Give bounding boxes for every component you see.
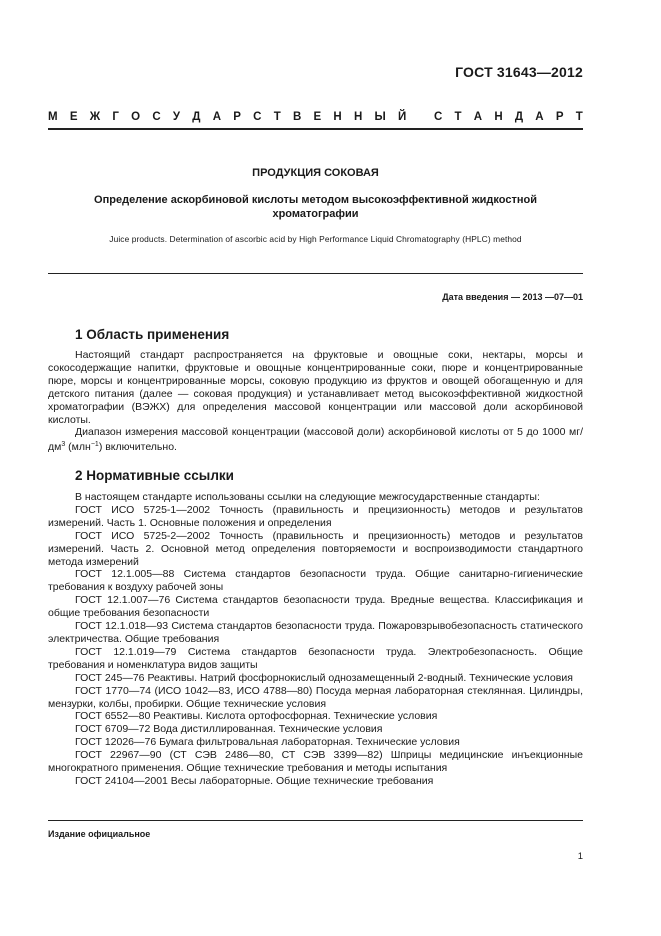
- heading-letter: Д: [192, 111, 201, 123]
- reference-item: ГОСТ ИСО 5725-1—2002 Точность (правильность и прецизионность) методов и результатов измерений. Часть 1. Основные положения и определения: [48, 503, 583, 529]
- heading-letter: Ы: [374, 111, 386, 123]
- reference-item: ГОСТ 12.1.007—76 Система стандартов безопасности труда. Вредные вещества. Классификация и общие требования безопасности: [48, 594, 583, 620]
- reference-item: ГОСТ 12.1.005—88 Система стандартов безопасности труда. Общие санитарно-гигиенические требования к воздуху рабочей зоны: [48, 568, 583, 594]
- heading-letter: М: [48, 111, 58, 123]
- heading-letter: А: [535, 111, 544, 123]
- normative-references-list: [48, 491, 583, 788]
- heading-letter: О: [131, 111, 141, 123]
- heading-letter: С: [433, 111, 443, 123]
- heading-letter: Р: [233, 111, 241, 123]
- heading-letter: Д: [514, 111, 524, 123]
- heading-letter: А: [212, 111, 222, 123]
- heading-letter: Т: [575, 111, 583, 123]
- heading-letter: В: [292, 111, 302, 123]
- reference-item: ГОСТ 1770—74 (ИСО 1042—83, ИСО 4788—80) Посуда мерная лабораторная стеклянная. Цилиндры, мензурки, колбы, пробирки. Общие технические условия: [48, 684, 583, 710]
- heading-letter: Н: [494, 111, 503, 123]
- references-intro: В настоящем стандарте использованы ссылки на следующие межгосударственные стандарты:: [75, 491, 540, 503]
- heading-letter: С: [152, 111, 161, 123]
- page-number: 1: [577, 851, 583, 862]
- reference-item: ГОСТ 24104—2001 Весы лабораторные. Общие технические требования: [75, 774, 434, 787]
- reference-item: ГОСТ ИСО 5725-2—2002 Точность (правильность и прецизионность) методов и результатов измерений. Часть 2. Основной метод определения повторяемости и воспроизводимости стандартного метода измерений: [48, 529, 583, 568]
- reference-item: ГОСТ 12026—76 Бумага фильтровальная лабораторная. Технические условия: [75, 736, 460, 749]
- heading-letter: Г: [112, 111, 119, 123]
- heading-letter: Е: [313, 111, 322, 123]
- heading-letter: С: [253, 111, 262, 123]
- section-2-title: 2 Нормативные ссылки: [75, 468, 234, 483]
- reference-item: ГОСТ 12.1.018—93 Система стандартов безопасности труда. Пожаровзрывобезопасность статического электричества. Общие требования: [48, 620, 583, 645]
- document-title: ПРОДУКЦИЯ СОКОВАЯ: [252, 167, 379, 179]
- interstate-standard-heading: [48, 111, 583, 123]
- reference-item: ГОСТ 6709—72 Вода дистиллированная. Технические условия: [75, 723, 383, 736]
- title-divider: [48, 273, 583, 274]
- heading-letter: Т: [273, 111, 281, 123]
- introduction-date: Дата введения — 2013 —07—01: [442, 292, 583, 302]
- section-1-range-paragraph: Диапазон измерения массовой концентрации (массовой доли) аскорбиновой кислоты от 5 до 1000 $мг/дм^3$ (млн$^{-1}$) включительно.: [48, 426, 583, 454]
- heading-letter: Н: [333, 111, 342, 123]
- standard-number: ГОСТ 31643—2012: [455, 64, 583, 80]
- heading-letter: Е: [69, 111, 78, 123]
- english-title: Juice products. Determination of ascorbic acid by High Performance Liquid Chromatography (HPLC) method: [109, 234, 522, 244]
- official-edition-label: Издание официальное: [48, 829, 151, 839]
- section-1-body: [48, 349, 583, 454]
- reference-item: ГОСТ 22967—90 (СТ СЭВ 2486—80, СТ СЭВ 3399—82) Шприцы медицинские инъекционные многократного применения. Общие технические требования и методы испытания: [48, 749, 583, 775]
- heading-letter: А: [473, 111, 483, 123]
- document-subtitle: Определение аскорбиновой кислоты методом высокоэффективной жидкостной хроматографии: [94, 194, 537, 220]
- section-1-title: 1 Область применения: [75, 327, 230, 342]
- reference-item: ГОСТ 12.1.019—79 Система стандартов безопасности труда. Электробезопасность. Общие требования и номенклатура видов защиты: [48, 645, 583, 671]
- section-1-paragraph: Настоящий стандарт распространяется на фруктовые и овощные соки, нектары, морсы и сокосодержащие напитки, фруктовые и овощные концентрированные соки, пюре и концентрированные пюре, морсы и концентрированные морсы, соковую продукцию из фруктов и овощей обогащенную и для детского питания (далее — соковая продукция) и устанавливает метод высокоэффективной жидкостной хроматографии (ВЭЖХ) для определения массовой концентрации или массовой доли аскорбиновой кислоты.: [48, 349, 583, 426]
- reference-item: ГОСТ 6552—80 Реактивы. Кислота ортофосфорная. Технические условия: [75, 710, 438, 723]
- reference-item: ГОСТ 245—76 Реактивы. Натрий фосфорнокислый однозамещенный 2-водный. Технические условия: [75, 671, 573, 684]
- heading-letter: Й: [398, 111, 407, 123]
- heading-letter: Р: [555, 111, 564, 123]
- footer-divider: [48, 820, 583, 821]
- top-divider: [48, 128, 583, 130]
- heading-letter: [419, 111, 422, 123]
- heading-letter: У: [172, 111, 181, 123]
- heading-letter: Т: [454, 111, 462, 123]
- heading-letter: Н: [353, 111, 363, 123]
- heading-letter: Ж: [89, 111, 101, 123]
